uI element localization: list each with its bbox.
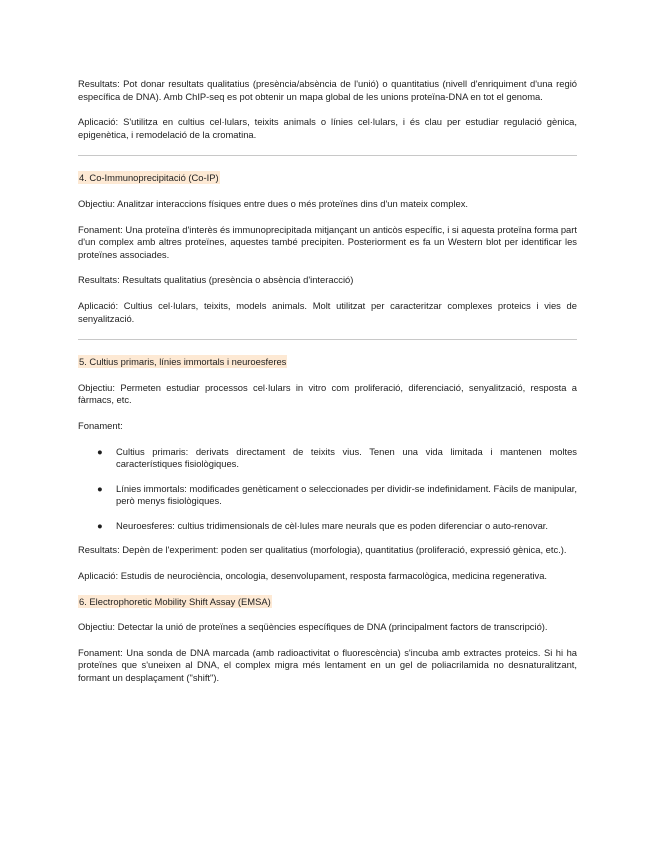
- sec6-title: 6. Electrophoretic Mobility Shift Assay (EMSA): [79, 595, 271, 607]
- bullet-icon: ●: [97, 482, 103, 494]
- sec4-objectiu: Objectiu: Analitzar interaccions físiques entre dues o més proteïnes dins d'un mateix complex.: [78, 197, 469, 209]
- sec4-resultats: Resultats: Resultats qualitatius (presència o absència d'interacció): [78, 274, 354, 286]
- section-divider: [78, 339, 577, 340]
- sec5-heading: [78, 356, 577, 369]
- sec4-title: 4. Co-Immunoprecipitació (Co-IP): [79, 172, 219, 184]
- sec5-list: [78, 446, 577, 533]
- sec6-fonament: Fonament: Una sonda de DNA marcada (amb radioactivitat o fluorescència) s'incuba amb extractes proteics. Si hi ha proteïnes que s'uneixen al DNA, el complex migra més lentament en un gel de poliacrilamida no desnaturalitzant, formant un desplaçament ("shift").: [78, 646, 577, 684]
- sec3-aplicacio: Aplicació: S'utilitza en cultius cel·lulars, teixits animals o línies cel·lulars, i és clau per estudiar regulació gènica, epigenètica, i remodelació de la cromatina.: [78, 116, 577, 140]
- sec6-objectiu: Objectiu: Detectar la unió de proteïnes a seqüències específiques de DNA (principalment factors de transcripció).: [78, 621, 548, 633]
- sec5-objectiu: Objectiu: Permeten estudiar processos cel·lulars in vitro com proliferació, diferenciació, senyalització, resposta a fàrmacs, etc.: [78, 381, 577, 406]
- document-page: [78, 78, 577, 698]
- sec5-title: 5. Cultius primaris, línies immortals i neuroesferes: [79, 356, 287, 368]
- list-item-text: Cultius primaris: derivats directament de teixits vius. Tenen una vida limitada i mantenen moltes característiques fisiològiques.: [116, 445, 577, 470]
- section-divider: [78, 155, 577, 156]
- sec4-fonament: Fonament: Una proteïna d'interès és immunoprecipitada mitjançant un anticòs específic, i si aquesta proteïna forma part d'un complex amb altres proteïnes, aquestes també precipiten. Posteriorment es fa un Western blot per identificar les proteïnes associades.: [78, 223, 577, 260]
- list-item: [78, 446, 577, 471]
- sec6-heading: [78, 596, 577, 609]
- bullet-icon: ●: [97, 519, 103, 531]
- list-item: [78, 483, 577, 508]
- sec5-aplicacio: Aplicació: Estudis de neurociència, oncologia, desenvolupament, resposta farmacològica, medicina regenerativa.: [78, 570, 548, 582]
- sec5-fonament-label: Fonament:: [78, 419, 123, 431]
- list-item-text: Línies immortals: modificades genèticament o seleccionades per dividir-se indefinidament. Fàcils de manipular, però menys fisiològiques.: [116, 482, 577, 507]
- sec4-heading: [78, 172, 577, 185]
- list-item: [78, 520, 577, 533]
- sec4-aplicacio: Aplicació: Cultius cel·lulars, teixits, models animals. Molt utilitzat per caracteritzar complexes proteics i vies de senyalització.: [78, 299, 577, 324]
- sec5-resultats: Resultats: Depèn de l'experiment: poden ser qualitatius (morfologia), quantitatius (proliferació, expressió gènica, etc.).: [78, 544, 567, 556]
- bullet-icon: ●: [97, 445, 103, 457]
- sec3-resultats: Resultats: Pot donar resultats qualitatius (presència/absència de l'unió) o quantitatius (nivell d'enriquiment d'una regió específica de DNA). Amb ChIP-seq es pot obtenir un mapa global de les unions proteïna-DNA en tot el genoma.: [78, 78, 577, 102]
- list-item-text: Neuroesferes: cultius tridimensionals de cèl·lules mare neurals que es poden diferenciar o auto-renovar.: [116, 519, 548, 531]
